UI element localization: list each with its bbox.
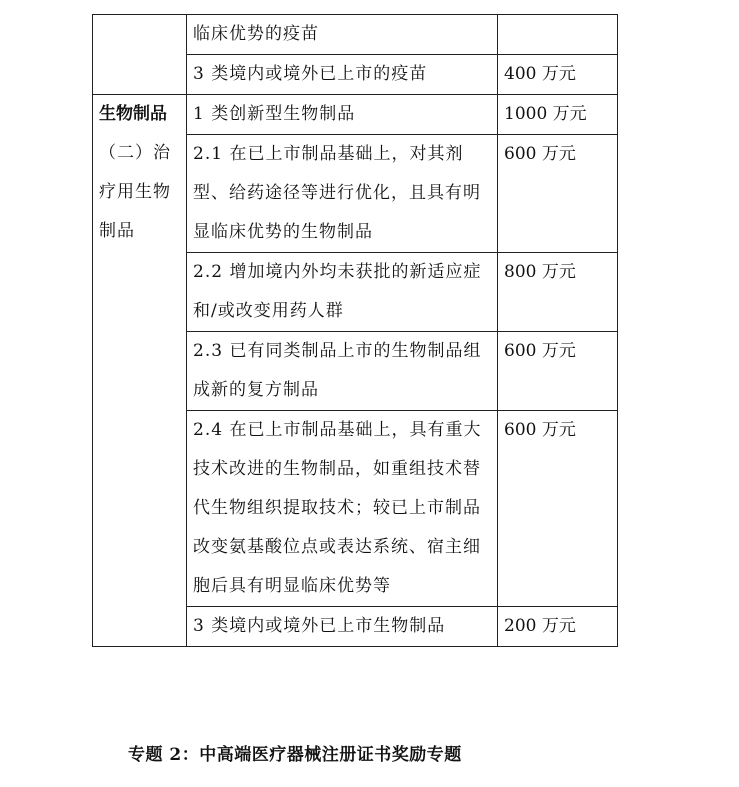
- row-amount: 800 万元: [498, 253, 618, 332]
- row-amount: 600 万元: [498, 411, 618, 607]
- row-amount: 1000 万元: [498, 95, 618, 135]
- row-desc: 3 类境内或境外已上市生物制品: [187, 607, 498, 647]
- table-row: [93, 15, 618, 55]
- row-desc: 2.1 在已上市制品基础上，对其剂型、给药途径等进行优化，且具有明显临床优势的生物制品: [187, 135, 498, 253]
- award-table: [92, 14, 618, 647]
- row-desc: 1 类创新型生物制品: [187, 95, 498, 135]
- row-desc: 2.4 在已上市制品基础上，具有重大技术改进的生物制品，如重组技术替代生物组织提取技术；较已上市制品改变氨基酸位点或表达系统、宿主细胞后具有明显临床优势等: [187, 411, 498, 607]
- category-title: 生物制品: [99, 104, 167, 124]
- topic-heading: 专题 2：中高端医疗器械注册证书奖励专题: [128, 745, 462, 765]
- table-row: [93, 95, 618, 135]
- row-desc: 2.3 已有同类制品上市的生物制品组成新的复方制品: [187, 332, 498, 411]
- category-cell: [93, 95, 187, 647]
- category-subtitle: （二）治疗用生物制品: [99, 143, 171, 241]
- row-desc: 3 类境内或境外已上市的疫苗: [187, 55, 498, 95]
- row-amount: 400 万元: [498, 55, 618, 95]
- category-cell-empty: [93, 15, 187, 95]
- row-desc: 2.2 增加境内外均未获批的新适应症和/或改变用药人群: [187, 253, 498, 332]
- row-amount: 600 万元: [498, 332, 618, 411]
- row-desc: 临床优势的疫苗: [187, 15, 498, 55]
- row-amount: 200 万元: [498, 607, 618, 647]
- row-amount: [498, 15, 618, 55]
- row-amount: 600 万元: [498, 135, 618, 253]
